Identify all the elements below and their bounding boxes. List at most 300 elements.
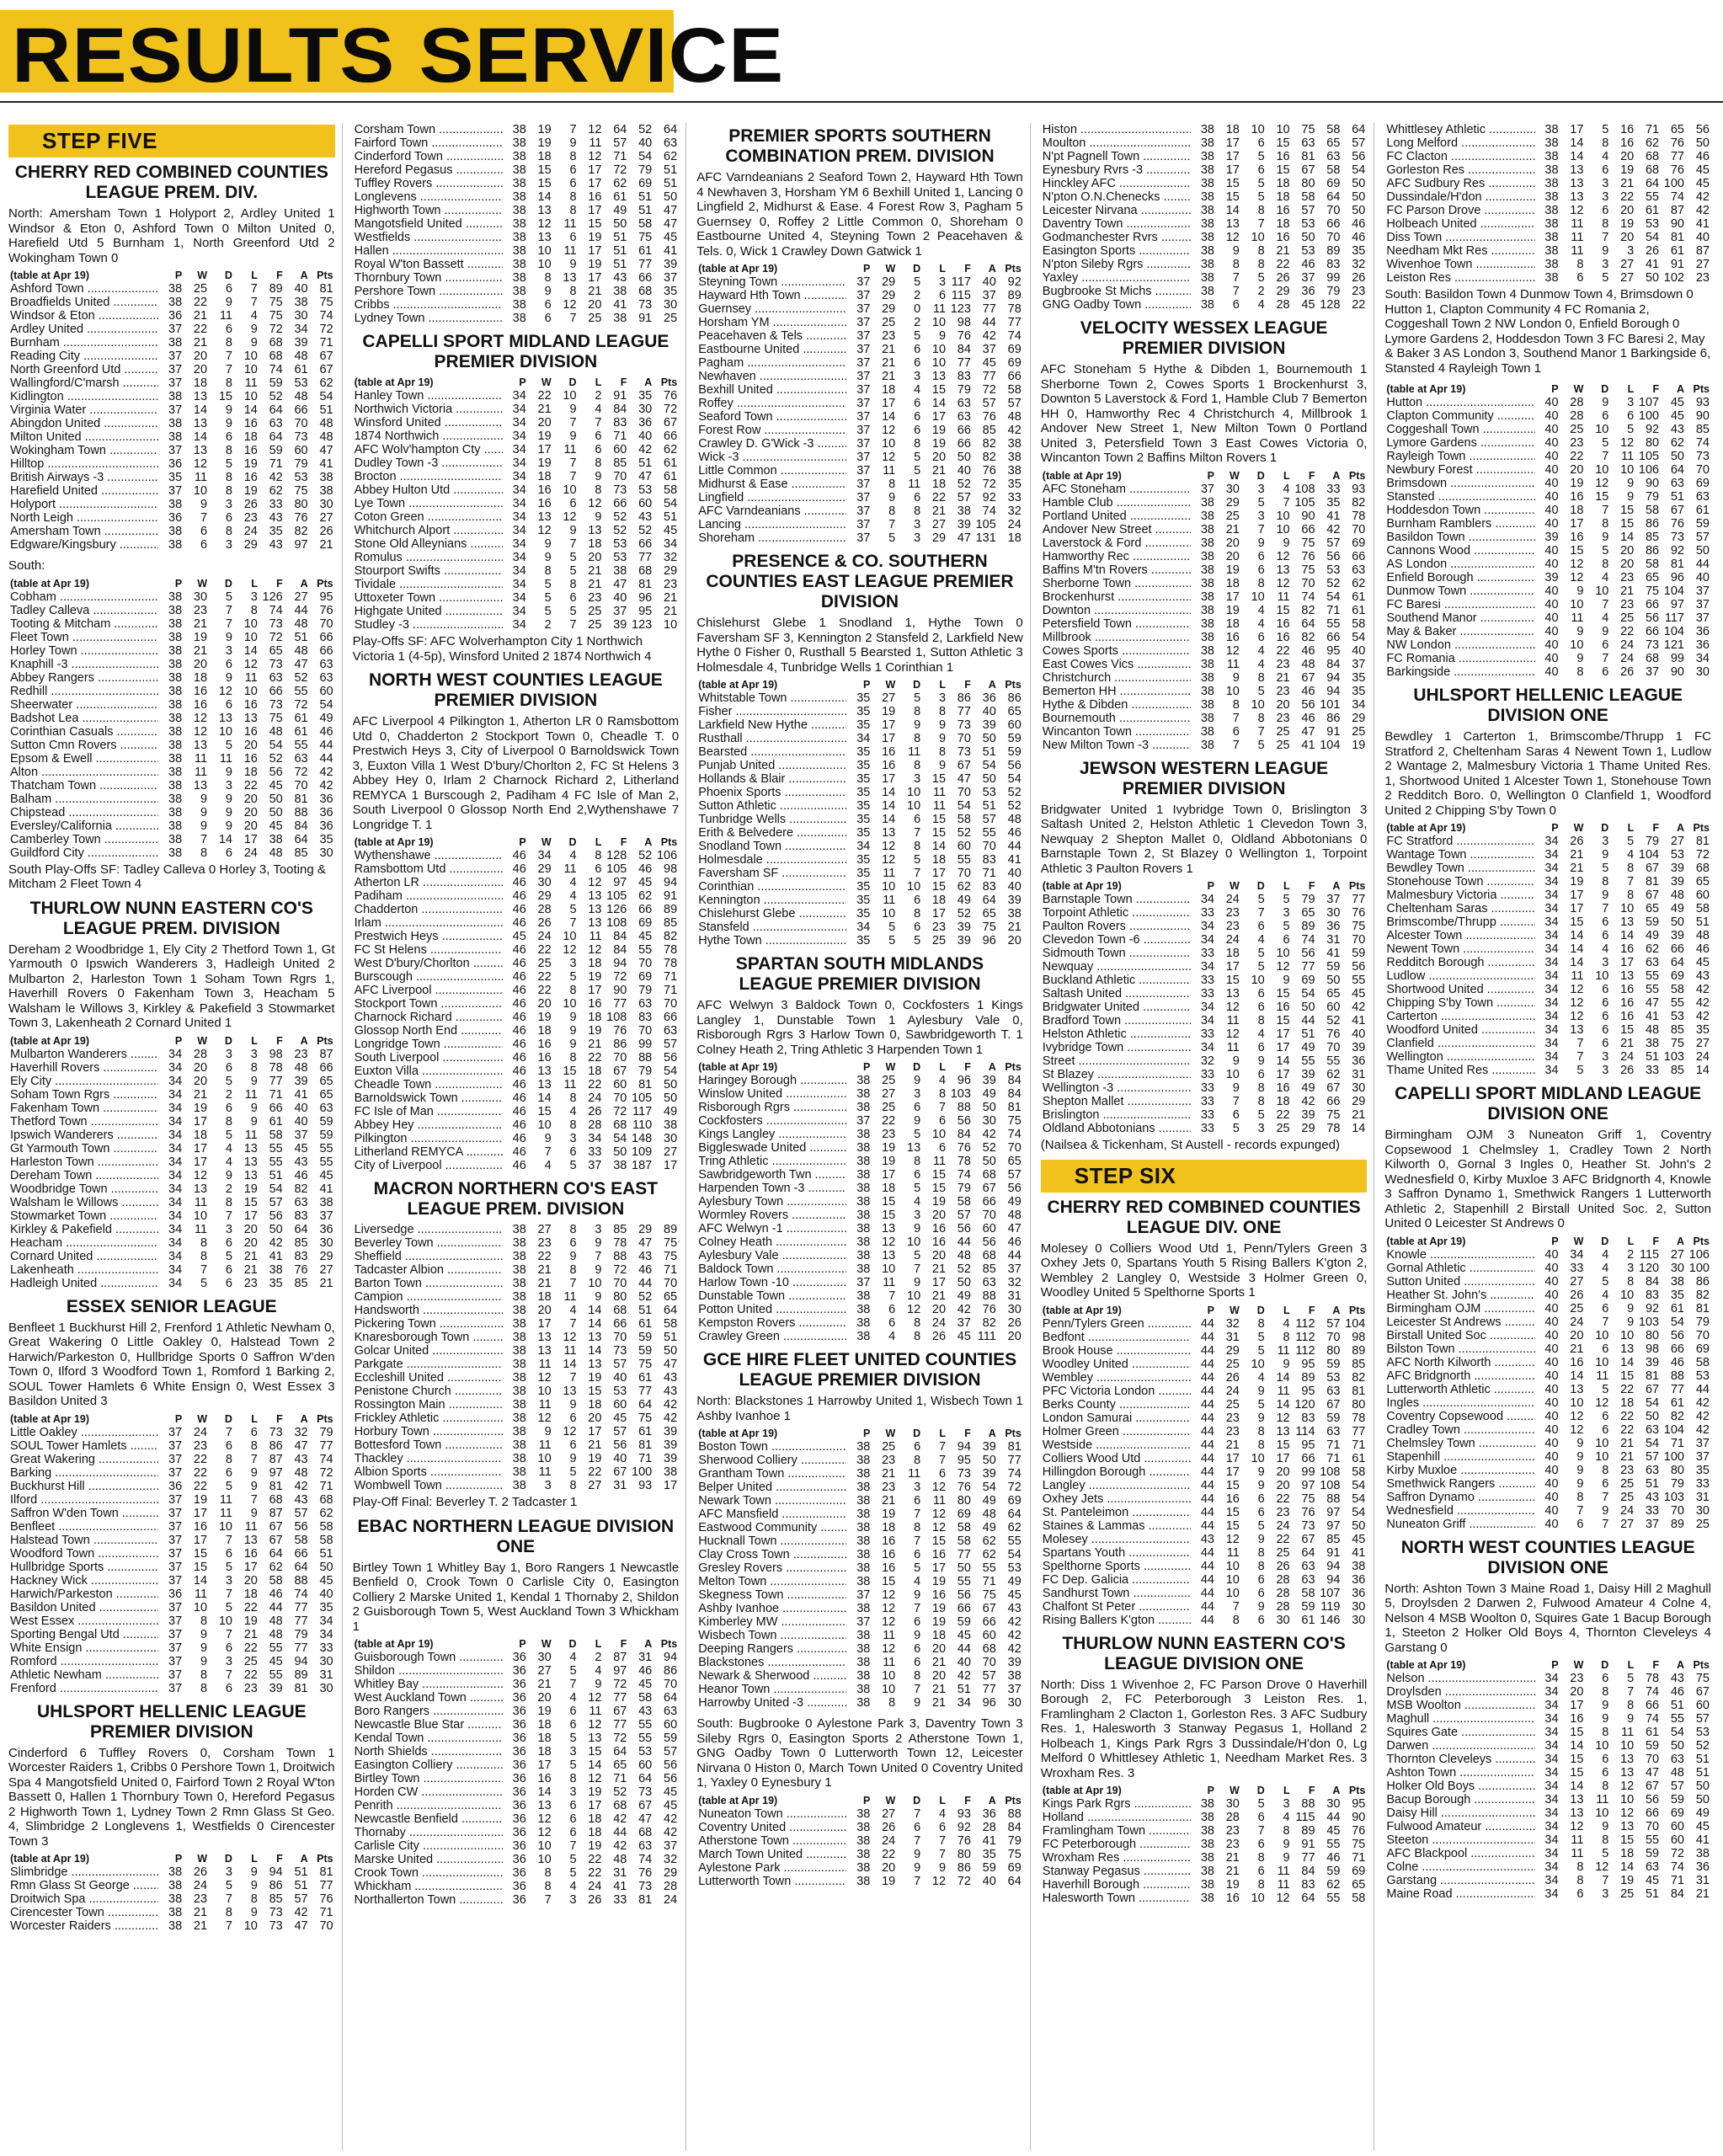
stat-p: 34 bbox=[168, 1209, 183, 1223]
stat-l: 12 bbox=[588, 150, 602, 163]
table-row bbox=[353, 271, 680, 285]
team-name: City of Liverpool ..... bbox=[353, 1159, 503, 1172]
stat-p: 38 bbox=[168, 792, 183, 806]
table-row bbox=[696, 1481, 1023, 1494]
stat-p: 38 bbox=[168, 670, 183, 685]
stat-p: 44 bbox=[1200, 1451, 1214, 1465]
stat-f: 38 bbox=[957, 504, 971, 518]
stat-f: 94 bbox=[269, 1865, 283, 1879]
league-block bbox=[1041, 1198, 1368, 1627]
stat-w: 21 bbox=[882, 1494, 896, 1508]
stat-w: 8 bbox=[1232, 697, 1240, 712]
table-row bbox=[696, 1316, 1023, 1330]
stat-a: 47 bbox=[638, 1236, 653, 1250]
stat-a: 61 bbox=[638, 1371, 653, 1385]
header-f: F bbox=[1308, 1785, 1315, 1796]
stat-pts: 59 bbox=[1352, 947, 1366, 960]
stat-w: 9 bbox=[1576, 625, 1584, 638]
table-row bbox=[1384, 652, 1711, 665]
stat-p: 37 bbox=[856, 343, 871, 356]
stat-p: 38 bbox=[1200, 711, 1214, 725]
table-row bbox=[8, 1534, 335, 1547]
team-name: Southend Manor ..... bbox=[1384, 611, 1534, 625]
stat-l: 19 bbox=[1620, 217, 1635, 231]
table-row bbox=[8, 1250, 335, 1263]
table-row bbox=[353, 416, 680, 430]
header-w: W bbox=[541, 1638, 552, 1650]
stat-a: 30 bbox=[982, 1114, 996, 1128]
table-row bbox=[696, 478, 1023, 491]
stat-a: 36 bbox=[982, 691, 996, 705]
header-a: A bbox=[1676, 1235, 1684, 1247]
stat-p: 44 bbox=[1200, 1343, 1214, 1358]
stat-a: 117 bbox=[632, 1105, 653, 1118]
stat-p: 46 bbox=[512, 1145, 526, 1159]
table-row bbox=[1384, 625, 1711, 638]
stat-d: 4 bbox=[569, 876, 577, 889]
stat-p: 38 bbox=[512, 1371, 526, 1385]
stat-f: 45 bbox=[269, 1654, 283, 1668]
stat-d: 9 bbox=[1602, 396, 1609, 409]
stat-d: 6 bbox=[225, 1641, 232, 1655]
stat-d: 9 bbox=[225, 630, 232, 644]
team-name: Mangotsfield United ..... bbox=[353, 217, 503, 231]
stat-w: 15 bbox=[882, 1575, 896, 1588]
stat-l: 8 bbox=[938, 1087, 947, 1101]
stat-w: 26 bbox=[537, 916, 552, 930]
stat-w: 11 bbox=[195, 1195, 208, 1209]
stat-pts: 57 bbox=[1007, 1168, 1022, 1182]
stat-d: 8 bbox=[569, 1479, 577, 1492]
stat-w: 16 bbox=[537, 497, 552, 510]
standings-table bbox=[8, 1412, 335, 1695]
stat-w: 23 bbox=[1225, 906, 1240, 920]
stat-pts: 63 bbox=[319, 1101, 333, 1115]
team-name: Northwich Victoria ..... bbox=[353, 403, 503, 416]
team-name: Abbey Rangers ..... bbox=[8, 671, 158, 685]
stat-p: 35 bbox=[856, 934, 871, 947]
team-name: Cribbs ..... bbox=[353, 298, 503, 312]
stat-a: 51 bbox=[1670, 490, 1684, 504]
stat-p: 34 bbox=[1544, 1847, 1559, 1860]
stat-l: 8 bbox=[250, 603, 258, 617]
stat-a: 38 bbox=[294, 296, 308, 309]
stat-a: 97 bbox=[1326, 1518, 1341, 1533]
stat-l: 23 bbox=[588, 591, 602, 605]
stat-p: 38 bbox=[1200, 590, 1214, 604]
stat-f: 68 bbox=[1645, 652, 1660, 665]
stat-d: 5 bbox=[569, 564, 577, 578]
stat-d: 3 bbox=[1602, 258, 1609, 271]
stat-a: 67 bbox=[638, 1799, 653, 1812]
stat-l: 9 bbox=[250, 1865, 258, 1879]
team-name: West D'bury/Chorlton ..... bbox=[353, 957, 503, 970]
team-name: Guildford City ..... bbox=[8, 846, 158, 860]
stat-a: 123 bbox=[632, 618, 653, 632]
stat-f: 76 bbox=[613, 1024, 627, 1038]
stat-w: 6 bbox=[200, 538, 208, 552]
stat-d: 6 bbox=[225, 846, 232, 860]
standings-table bbox=[696, 1060, 1023, 1343]
stat-f: 67 bbox=[1645, 889, 1660, 902]
stat-p: 38 bbox=[512, 150, 526, 163]
stat-f: 67 bbox=[1645, 1780, 1660, 1793]
stat-w: 11 bbox=[1571, 611, 1584, 625]
stat-pts: 87 bbox=[1695, 244, 1710, 258]
team-name: Hutton ..... bbox=[1384, 396, 1534, 409]
stat-w: 24 bbox=[193, 1879, 208, 1892]
table-row bbox=[353, 1223, 680, 1236]
stat-f: 29 bbox=[1301, 1122, 1315, 1135]
table-label: (table at Apr 19) bbox=[698, 263, 778, 275]
stat-p: 38 bbox=[512, 1223, 526, 1236]
stat-w: 14 bbox=[882, 410, 896, 424]
stat-pts: 31 bbox=[1007, 1289, 1022, 1303]
stat-p: 34 bbox=[512, 416, 526, 430]
stat-l: 4 bbox=[595, 1664, 602, 1678]
stat-f: 65 bbox=[1301, 906, 1315, 920]
stat-l: 7 bbox=[250, 1492, 258, 1507]
stat-d: 5 bbox=[569, 903, 577, 916]
stat-w: 13 bbox=[193, 778, 208, 792]
table-label: (table at Apr 19) bbox=[10, 1034, 90, 1047]
stat-a: 39 bbox=[982, 718, 996, 732]
stat-d: 8 bbox=[1257, 1545, 1265, 1560]
header-w: W bbox=[197, 1412, 208, 1425]
stat-f: 126 bbox=[262, 590, 283, 604]
stat-pts: 45 bbox=[319, 1168, 333, 1182]
stat-a: 39 bbox=[982, 1440, 996, 1454]
stat-a: 57 bbox=[294, 1506, 308, 1520]
table-row bbox=[696, 718, 1023, 732]
table-row bbox=[1041, 893, 1368, 906]
team-name: Wombwell Town ..... bbox=[353, 1479, 503, 1492]
league-block bbox=[1384, 686, 1711, 1077]
header-f: F bbox=[620, 376, 627, 388]
stat-a: 52 bbox=[1326, 1014, 1341, 1027]
team-name: Bedfont ..... bbox=[1041, 1331, 1191, 1344]
stat-w: 10 bbox=[193, 1600, 208, 1614]
stat-f: 66 bbox=[1645, 1806, 1660, 1820]
stat-w: 14 bbox=[193, 1573, 208, 1588]
table-row bbox=[353, 298, 680, 312]
table-row bbox=[1041, 1122, 1368, 1135]
stat-l: 19 bbox=[931, 1195, 947, 1209]
stat-d: 15 bbox=[218, 390, 232, 403]
table-row bbox=[1041, 1358, 1368, 1371]
stat-p: 38 bbox=[512, 204, 526, 217]
stat-d: 12 bbox=[1595, 477, 1609, 490]
table-row bbox=[1041, 1344, 1368, 1358]
table-row bbox=[353, 578, 680, 591]
stat-a: 65 bbox=[982, 907, 996, 921]
stat-pts: 64 bbox=[1352, 123, 1366, 136]
stat-w: 12 bbox=[1570, 1010, 1584, 1023]
stat-d: 12 bbox=[218, 684, 232, 698]
table-row bbox=[8, 376, 335, 390]
stat-a: 58 bbox=[1670, 983, 1684, 996]
stat-pts: 70 bbox=[664, 1277, 678, 1290]
stat-pts: 77 bbox=[1007, 316, 1022, 329]
stat-d: 4 bbox=[914, 383, 921, 397]
table-label: (table at Apr 19) bbox=[10, 1412, 90, 1425]
stat-p: 38 bbox=[168, 643, 183, 658]
header-w: W bbox=[885, 263, 896, 275]
team-name: FC Isle of Man ..... bbox=[353, 1105, 503, 1118]
table-row bbox=[8, 1507, 335, 1520]
stat-pts: 30 bbox=[1695, 1503, 1710, 1518]
table-row bbox=[1384, 244, 1711, 258]
team-name: Woodbridge Town ..... bbox=[8, 1182, 158, 1196]
stat-a: 63 bbox=[1326, 150, 1341, 163]
team-name: Coventry United ..... bbox=[696, 1821, 846, 1834]
stat-w: 15 bbox=[1570, 1753, 1584, 1766]
stat-a: 51 bbox=[638, 1304, 653, 1317]
stat-w: 8 bbox=[200, 1249, 208, 1263]
stat-pts: 62 bbox=[664, 443, 678, 456]
stat-p: 36 bbox=[512, 1812, 526, 1826]
stat-d: 4 bbox=[569, 889, 577, 903]
table-row bbox=[1384, 1023, 1711, 1037]
table-row bbox=[353, 312, 680, 325]
stat-w: 11 bbox=[538, 1438, 552, 1452]
stat-w: 7 bbox=[1232, 271, 1240, 285]
stat-f: 65 bbox=[613, 1758, 627, 1772]
header-l: L bbox=[251, 1034, 258, 1047]
stat-a: 57 bbox=[982, 813, 996, 826]
stat-f: 63 bbox=[1645, 1463, 1660, 1477]
stat-a: 77 bbox=[294, 1600, 308, 1614]
header-l: L bbox=[251, 270, 258, 281]
stat-d: 7 bbox=[225, 1627, 232, 1641]
table-row bbox=[8, 538, 335, 552]
stat-d: 7 bbox=[1602, 598, 1609, 611]
table-header-row bbox=[1041, 1304, 1368, 1317]
stat-a: 88 bbox=[1670, 1369, 1684, 1383]
team-name: Barkingside ..... bbox=[1384, 665, 1534, 679]
stat-l: 13 bbox=[1620, 1753, 1635, 1766]
stat-p: 34 bbox=[1544, 875, 1559, 889]
team-name: Laverstock & Ford ..... bbox=[1041, 536, 1191, 550]
stat-pts: 26 bbox=[319, 525, 333, 538]
stat-l: 23 bbox=[1620, 598, 1635, 611]
stat-p: 38 bbox=[856, 1656, 871, 1669]
stat-a: 57 bbox=[982, 397, 996, 410]
stat-f: 35 bbox=[269, 1276, 283, 1290]
team-name: Kings Park Rgrs ..... bbox=[1041, 1797, 1191, 1811]
stat-w: 17 bbox=[1570, 902, 1584, 915]
stat-pts: 56 bbox=[1352, 960, 1366, 974]
stat-a: 58 bbox=[638, 1691, 653, 1705]
stat-a: 84 bbox=[1670, 1887, 1684, 1901]
stat-l: 17 bbox=[931, 867, 947, 880]
stat-d: 10 bbox=[1251, 123, 1265, 136]
stat-p: 34 bbox=[168, 1262, 183, 1277]
results-text: Dereham 2 Woodbridge 1, Ely City 2 Thetford Town 1, Gt Yarmouth 0 Ipswich Wanderers 3, Hadleigh United 2 Mulbarton 2, Harleston Town 1 Soham Town Rgrs 1, Haverhill Rovers 0 Fakenham Town 3, Heacham 5 Walsham le Willows 3, Kirkley & Pakefield 3 Stowmarket Town 3, Lakenheath 2 Cornard United 1 bbox=[8, 942, 335, 1030]
stat-p: 37 bbox=[856, 464, 871, 478]
stat-w: 9 bbox=[200, 1654, 208, 1668]
stat-p: 38 bbox=[168, 336, 183, 350]
league-title: UHLSPORT HELLENIC LEAGUE DIVISION ONE bbox=[1413, 686, 1683, 725]
stat-d: 8 bbox=[914, 840, 921, 853]
stat-w: 12 bbox=[537, 1371, 552, 1385]
team-name: Baldock Town ..... bbox=[696, 1262, 846, 1276]
stat-l: 13 bbox=[588, 889, 602, 903]
stat-d: 11 bbox=[563, 1078, 577, 1091]
stat-f: 53 bbox=[1301, 217, 1315, 231]
stat-w: 13 bbox=[193, 738, 208, 752]
team-name: Little Oakley ..... bbox=[8, 1426, 158, 1439]
stat-l: 10 bbox=[1620, 1328, 1635, 1342]
table-row bbox=[696, 289, 1023, 302]
stat-l: 13 bbox=[588, 1331, 602, 1344]
stat-w: 11 bbox=[1571, 1847, 1584, 1860]
stat-w: 15 bbox=[1225, 1478, 1240, 1492]
header-pts: Pts bbox=[1005, 1428, 1022, 1439]
header-pts: Pts bbox=[660, 1638, 678, 1650]
table-row bbox=[353, 1317, 680, 1331]
stat-pts: 74 bbox=[1695, 436, 1710, 450]
standings-table bbox=[353, 123, 680, 325]
stat-pts: 30 bbox=[319, 846, 333, 860]
stat-pts: 34 bbox=[319, 1614, 333, 1628]
stat-l: 6 bbox=[595, 862, 602, 876]
stat-pts: 60 bbox=[1695, 1699, 1710, 1712]
stat-d: 3 bbox=[225, 1654, 232, 1668]
table-row bbox=[696, 1696, 1023, 1710]
stat-p: 35 bbox=[856, 705, 871, 718]
team-name: Harlow Town -10 ..... bbox=[696, 1276, 846, 1289]
stat-l: 10 bbox=[243, 616, 258, 631]
stat-pts: 42 bbox=[1007, 1629, 1022, 1642]
stat-w: 13 bbox=[1570, 1382, 1584, 1396]
stat-pts: 65 bbox=[1695, 875, 1710, 889]
stat-l: 15 bbox=[1620, 517, 1635, 531]
stat-d: 9 bbox=[1257, 1411, 1265, 1425]
stat-p: 34 bbox=[1544, 1833, 1559, 1847]
stat-f: 77 bbox=[613, 1718, 627, 1732]
team-name: Edgware/Kingsbury ..... bbox=[8, 538, 158, 552]
stat-f: 70 bbox=[957, 867, 971, 880]
header-f: F bbox=[1308, 1304, 1315, 1316]
stat-f: 55 bbox=[269, 1668, 283, 1682]
league-title: JEWSON WESTERN LEAGUE PREMIER DIVISION bbox=[1079, 758, 1329, 798]
stat-a: 67 bbox=[1670, 504, 1684, 517]
stat-l: 10 bbox=[243, 630, 258, 644]
table-row bbox=[1041, 987, 1368, 1001]
stat-f: 79 bbox=[957, 383, 971, 397]
stat-f: 69 bbox=[957, 1508, 971, 1521]
stat-a: 61 bbox=[1670, 1301, 1684, 1315]
stat-w: 4 bbox=[544, 1159, 552, 1172]
stat-d: 12 bbox=[563, 510, 577, 524]
stat-w: 20 bbox=[1570, 1328, 1584, 1342]
stat-pts: 58 bbox=[319, 1519, 333, 1534]
stat-a: 59 bbox=[1670, 1793, 1684, 1806]
stat-p: 38 bbox=[168, 498, 183, 511]
stat-w: 14 bbox=[882, 799, 896, 813]
stat-f: 85 bbox=[269, 1892, 283, 1906]
stat-d: 6 bbox=[914, 1101, 921, 1114]
stat-d: 8 bbox=[914, 1669, 921, 1683]
stat-f: 86 bbox=[269, 1879, 283, 1892]
stat-l: 7 bbox=[1283, 495, 1290, 510]
stat-pts: 25 bbox=[1352, 724, 1366, 739]
team-name: Larkfield New Hythe ..... bbox=[696, 718, 846, 732]
stat-a: 41 bbox=[1326, 947, 1341, 960]
stat-f: 51 bbox=[957, 1683, 971, 1696]
table-row bbox=[1041, 1081, 1368, 1095]
stat-f: 49 bbox=[1301, 1081, 1315, 1095]
stat-a: 83 bbox=[982, 853, 996, 867]
stat-l: 25 bbox=[931, 934, 947, 947]
table-row bbox=[696, 329, 1023, 343]
table-row bbox=[353, 1678, 680, 1691]
stat-l: 27 bbox=[1620, 258, 1635, 271]
stat-a: 86 bbox=[1326, 711, 1341, 725]
stat-f: 39 bbox=[957, 518, 971, 531]
stat-d: 3 bbox=[1602, 1887, 1609, 1901]
stat-pts: 42 bbox=[1352, 1001, 1366, 1014]
stat-f: 64 bbox=[613, 123, 627, 136]
stat-l: 21 bbox=[1620, 1449, 1635, 1464]
stat-a: 28 bbox=[982, 1820, 996, 1834]
stat-d: 11 bbox=[219, 1506, 232, 1520]
table-row bbox=[1384, 1356, 1711, 1369]
team-name: Sheffield ..... bbox=[353, 1250, 503, 1263]
stat-d: 5 bbox=[914, 853, 921, 867]
stat-l: 22 bbox=[1620, 1422, 1635, 1437]
table-row bbox=[1384, 423, 1711, 436]
stat-w: 17 bbox=[193, 1506, 208, 1520]
stat-d: 9 bbox=[914, 1222, 921, 1235]
stat-f: 48 bbox=[957, 1249, 971, 1262]
stat-p: 38 bbox=[1200, 204, 1214, 217]
team-name: Hilltop ..... bbox=[8, 457, 158, 471]
stat-l: 9 bbox=[1627, 477, 1635, 490]
table-row bbox=[8, 390, 335, 403]
stat-pts: 60 bbox=[664, 1718, 678, 1732]
stat-a: 71 bbox=[982, 867, 996, 880]
stat-a: 40 bbox=[982, 275, 996, 289]
stat-pts: 59 bbox=[319, 1114, 333, 1129]
stat-a: 50 bbox=[982, 1454, 996, 1467]
stat-d: 9 bbox=[225, 819, 232, 833]
stat-d: 8 bbox=[1257, 1014, 1265, 1027]
stat-p: 38 bbox=[168, 711, 183, 725]
stat-d: 4 bbox=[1257, 298, 1265, 312]
stat-a: 42 bbox=[294, 1479, 308, 1493]
table-row bbox=[1041, 1838, 1368, 1851]
stat-f: 46 bbox=[1301, 258, 1315, 271]
league-block bbox=[8, 1702, 335, 1934]
stat-p: 40 bbox=[1544, 1355, 1559, 1369]
stat-w: 25 bbox=[537, 957, 552, 970]
stat-l: 16 bbox=[931, 1548, 947, 1561]
stat-d: 8 bbox=[225, 444, 232, 457]
stat-w: 9 bbox=[544, 1425, 552, 1438]
stat-l: 26 bbox=[1276, 1559, 1290, 1573]
stat-p: 38 bbox=[512, 217, 526, 231]
stat-a: 96 bbox=[982, 1696, 996, 1710]
team-name: British Airways -3 ..... bbox=[8, 471, 158, 484]
stat-l: 12 bbox=[1620, 1780, 1635, 1793]
stat-d: 3 bbox=[914, 518, 921, 531]
stat-f: 67 bbox=[613, 1465, 627, 1479]
stat-l: 9 bbox=[250, 323, 258, 336]
stat-pts: 34 bbox=[664, 537, 678, 551]
stat-d: 6 bbox=[914, 1656, 921, 1669]
